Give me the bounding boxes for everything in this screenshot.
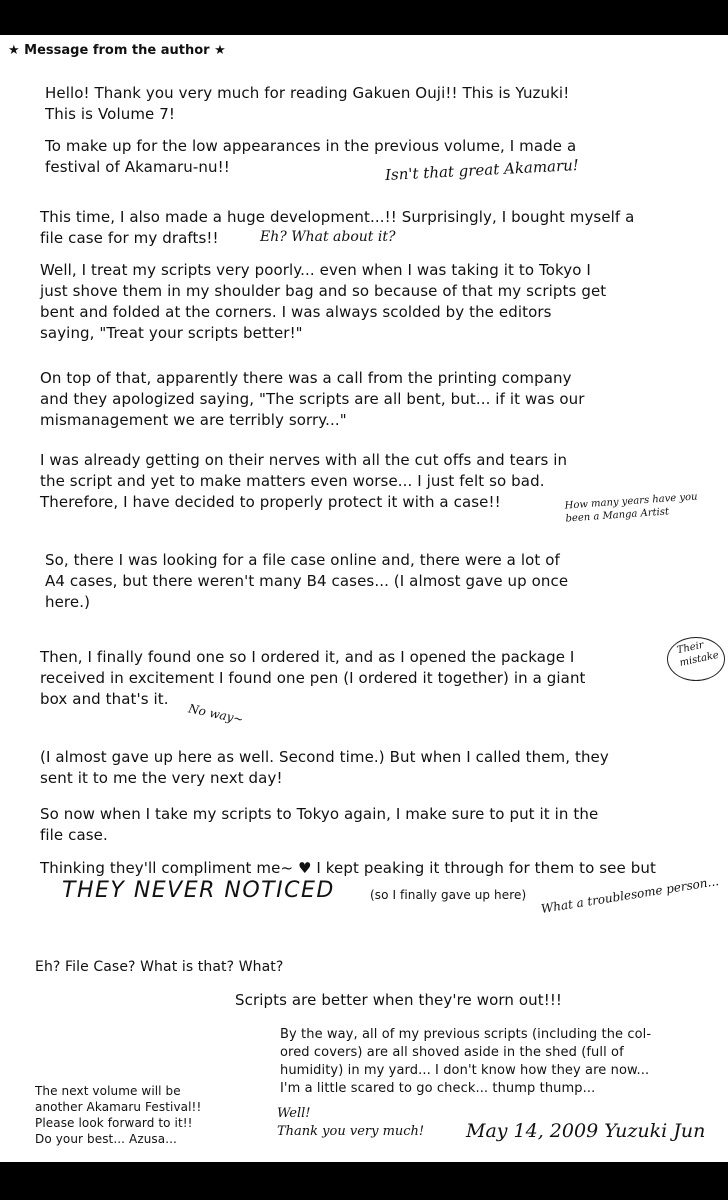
- paragraph-worn-out: Scripts are better when they're worn out!!!: [235, 991, 563, 1009]
- side-note-years: How many years have you been a Manga Artist: [564, 491, 698, 525]
- paragraph-treat-scripts: Well, I treat my scripts very poorly... even when I was taking it to Tokyo I just shove them in my shoulder bag and so because of that my scripts get bent and folded at the corners. I was always scolded by the editors saying, "Treat your scripts better!": [40, 261, 607, 342]
- side-note-troublesome: What a troublesome person...: [540, 874, 720, 916]
- author-signature: May 14, 2009 Yuzuki Jun: [466, 1120, 706, 1142]
- paragraph-compliment: Thinking they'll compliment me~ ♥ I kept peaking it through for them to see but: [40, 859, 656, 877]
- paragraph-festival: To make up for the low appearances in the previous volume, I made a festival of Akamaru-nu!!: [45, 137, 577, 176]
- paragraph-decided: I was already getting on their nerves with all the cut offs and tears in the script and yet to make matters even worse... I just felt so bad. Therefore, I have decided to properly protect it with a case!!: [40, 451, 568, 511]
- gave-up-aside: (so I finally gave up here): [370, 888, 527, 902]
- paragraph-greeting: Hello! Thank you very much for reading Gakuen Ouji!! This is Yuzuki! This is Volume 7!: [45, 84, 570, 123]
- page-header: ★ Message from the author ★: [8, 43, 226, 58]
- side-note-akamaru: Isn't that great Akamaru!: [384, 155, 580, 185]
- paragraph-by-the-way: By the way, all of my previous scripts (including the col- ored covers) are all shoved aside in the shed (full of humidity) in my yard... I don't know how they are now... I'm a little scared to go check... thump thump...: [280, 1027, 652, 1096]
- paragraph-found-one: Then, I finally found one so I ordered it, and as I opened the package I received in excitement I found one pen (I ordered it together) in a giant box and that's it.: [40, 648, 586, 708]
- paragraph-next-volume: The next volume will be another Akamaru Festival!! Please look forward to it!! Do your best... Azusa...: [35, 1084, 202, 1146]
- paragraph-file-case: So now when I take my scripts to Tokyo again, I make sure to put it in the file case.: [40, 805, 599, 844]
- author-message-page: [0, 35, 728, 1162]
- paragraph-printing-company: On top of that, apparently there was a call from the printing company and they apologized saying, "The scripts are all bent, but... if it was our mismanagement we are terribly sorry...": [40, 369, 585, 429]
- side-note-mistake: Their mistake: [675, 639, 720, 669]
- paragraph-called-them: (I almost gave up here as well. Second time.) But when I called them, they sent it to me the very next day!: [40, 748, 609, 787]
- never-noticed-heading: THEY NEVER NOTICED: [62, 878, 335, 903]
- side-note-thank-you: Well! Thank you very much!: [277, 1106, 425, 1139]
- paragraph-looking-online: So, there I was looking for a file case online and, there were a lot of A4 cases, but there weren't many B4 cases... (I almost gave up once here.): [45, 551, 569, 611]
- side-note-no-way: No way~: [187, 701, 245, 727]
- paragraph-file-case-question: Eh? File Case? What is that? What?: [35, 959, 284, 975]
- side-note-what-about: Eh? What about it?: [260, 229, 396, 245]
- paragraph-development: This time, I also made a huge development...!! Surprisingly, I bought myself a file case for my drafts!!: [40, 208, 635, 247]
